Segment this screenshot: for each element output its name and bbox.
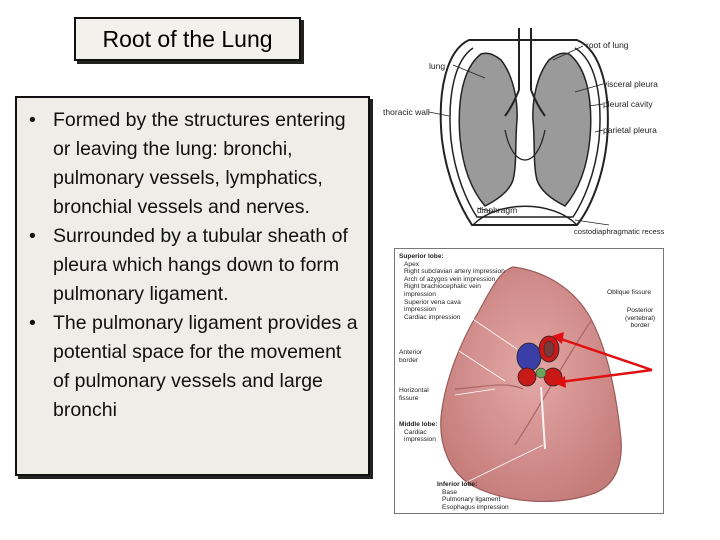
bullet-item [25, 222, 362, 309]
label-border: border [630, 322, 650, 330]
label-anterior-border: border [399, 356, 419, 364]
label-brachiocephalic-vein: Right brachiocephalic vein [404, 283, 481, 291]
label-diaphragm: diaphragm [477, 205, 518, 215]
middle-lobe-labels [399, 421, 437, 444]
label-anterior: Anterior [399, 349, 423, 356]
bullet-item [25, 309, 362, 425]
label-costodiaphragmatic-recess: costodiaphragmatic recess [574, 227, 665, 236]
label-brachiocephalic-impression: impression [404, 290, 436, 298]
label-middle-impression: impression [404, 436, 436, 444]
bullet-list [25, 106, 362, 425]
anterior-border-labels [399, 349, 422, 364]
label-pulmonary-ligament: Pulmonary ligament [442, 496, 501, 504]
bullet-marker: • [29, 312, 36, 334]
label-parietal-pleura: parietal pleura [603, 125, 657, 135]
label-superior-lobe: Superior lobe: [399, 253, 444, 260]
label-posterior: Posterior [626, 307, 654, 314]
label-svc-impression: impression [404, 306, 436, 314]
label-thoracic-wall: thoracic wall [383, 107, 430, 117]
label-horizontal: Horizontal [399, 387, 429, 394]
label-esophagus-impression: Esophagus impression [442, 503, 509, 511]
bullet-item [25, 106, 362, 222]
superior-lobe-labels [399, 253, 505, 321]
label-lung: lung [429, 61, 446, 71]
pleura-diagram [377, 20, 686, 239]
bullet-marker: • [29, 109, 36, 131]
label-middle-cardiac: Cardiac [404, 428, 427, 436]
label-middle-lobe: Middle lobe: [399, 421, 438, 428]
label-root-of-lung: root of lung [586, 40, 629, 50]
slide-title [74, 17, 301, 61]
posterior-border-labels [625, 307, 655, 330]
label-apex: Apex [404, 260, 420, 268]
label-cardiac-impression: Cardiac impression [404, 313, 461, 321]
label-base: Base [442, 488, 458, 496]
label-pleural-cavity: pleural cavity [603, 99, 653, 109]
slide-title-text: Root of the Lung [102, 25, 273, 52]
lung-illustration [394, 248, 664, 514]
bullet-marker: • [29, 225, 36, 247]
bullet-panel [15, 96, 370, 476]
label-inferior-lobe: Inferior lobe: [437, 481, 478, 488]
label-svc: Superior vena cava [404, 298, 461, 306]
right-lung-shape [533, 53, 591, 206]
bullet-text: The pulmonary ligament provides a potential space for the movement of pulmonary vessels and large bronchi [53, 312, 358, 421]
label-oblique-fissure: Oblique fissure [607, 289, 651, 296]
inferior-lobe-labels [437, 481, 509, 511]
left-lung-shape [459, 53, 517, 206]
vein-shape [517, 343, 541, 371]
horizontal-fissure-labels [399, 387, 429, 402]
bullet-text: Formed by the structures entering or leaving the lung: bronchi, pulmonary vessels, lymphatics, bronchial vessels and nerves. [53, 109, 346, 218]
label-visceral-pleura: visceral pleura [603, 79, 658, 89]
label-subclavian-impression: Right subclavian artery impression [404, 268, 505, 276]
bullet-text: Surrounded by a tubular sheath of pleura which hangs down to form pulmonary ligament. [53, 225, 348, 305]
label-fissure: fissure [399, 394, 419, 402]
label-vertebral: (vertebral) [625, 314, 656, 322]
label-azygos-impression: Arch of azygos vein impression [404, 275, 496, 283]
